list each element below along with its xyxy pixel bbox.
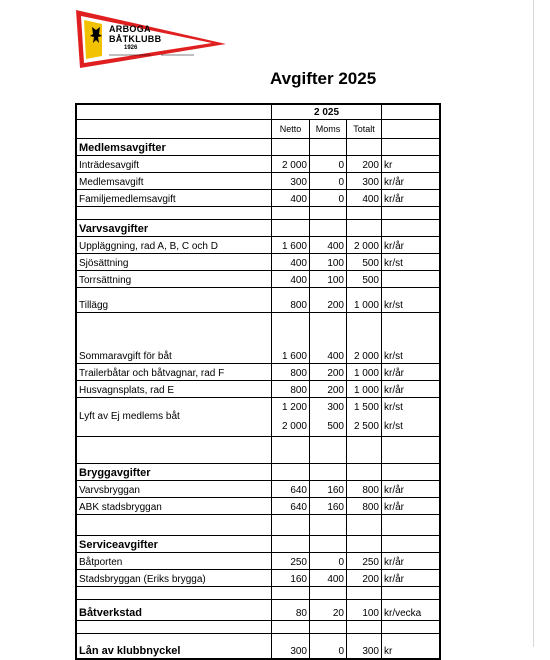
row-totalt: 500: [347, 271, 382, 287]
row-totalt: [347, 464, 382, 480]
row-unit: kr/år: [384, 574, 404, 585]
table-column-header-row: [77, 120, 439, 139]
row-moms: 20: [310, 600, 347, 620]
table-row: [77, 498, 439, 515]
row-moms: 100: [310, 271, 347, 287]
row-unit: kr/år: [384, 385, 404, 396]
row-totalt: 2 000: [347, 237, 382, 253]
row-netto: [272, 398, 310, 436]
row-totalt: 1 000: [347, 364, 382, 380]
page-title: Avgifter 2025: [270, 69, 377, 88]
row-label: Varvsbryggan: [77, 481, 272, 497]
row-unit: [382, 621, 439, 633]
row-label: Sommaravgift för båt: [77, 313, 272, 363]
row-netto: 800: [272, 364, 310, 380]
row-moms: [310, 207, 347, 219]
row-netto: [272, 515, 310, 535]
row-netto: 160: [272, 570, 310, 586]
row-unit: [382, 587, 439, 599]
row-label: [77, 437, 272, 463]
row-netto: 250: [272, 553, 310, 569]
row-unit: [382, 271, 439, 287]
fees-table: [75, 103, 441, 660]
row-moms: 200: [310, 381, 347, 397]
row-label: Båtporten: [77, 553, 272, 569]
row-netto: [272, 437, 310, 463]
spacer-row: [77, 587, 439, 600]
row-netto: 1 600: [272, 313, 310, 363]
row-unit: kr/år: [384, 557, 404, 568]
col-netto: Netto: [272, 120, 310, 138]
spacer-row: [77, 437, 439, 464]
row-moms: 0: [310, 190, 347, 206]
row-label: Tillägg: [77, 288, 272, 312]
row-moms: 0: [310, 156, 347, 172]
table-year-header-row: [77, 105, 439, 120]
table-row: [77, 481, 439, 498]
row-netto: 80: [272, 600, 310, 620]
row-netto: [272, 464, 310, 480]
header-blank: [77, 105, 272, 119]
row-totalt: [347, 398, 382, 436]
section-row: [77, 600, 439, 621]
row-totalt: 800: [347, 498, 382, 514]
section-row: [77, 634, 439, 658]
row-netto-value: 2 000: [281, 421, 307, 432]
table-body: [77, 139, 439, 658]
row-moms: [310, 587, 347, 599]
row-label: Trailerbåtar och båtvagnar, rad F: [77, 364, 272, 380]
page-edge: [533, 0, 534, 647]
row-totalt: 1 000: [347, 288, 382, 312]
club-logo: [76, 10, 226, 68]
row-totalt: 2 000: [347, 313, 382, 363]
row-totalt: 400: [347, 190, 382, 206]
row-totalt: 200: [347, 570, 382, 586]
row-totalt: 200: [347, 156, 382, 172]
row-totalt: [347, 515, 382, 535]
row-label: ABK stadsbryggan: [77, 498, 272, 514]
row-moms: 0: [310, 553, 347, 569]
row-totalt: [347, 587, 382, 599]
table-row: [77, 254, 439, 271]
row-netto: 1 600: [272, 237, 310, 253]
table-row: [77, 553, 439, 570]
row-moms: 0: [310, 634, 347, 658]
row-totalt: 300: [347, 173, 382, 189]
row-unit: kr/st: [384, 300, 403, 311]
row-unit: [382, 398, 439, 436]
logo-line1: ARBOGA: [109, 24, 151, 34]
row-totalt: [347, 139, 382, 155]
row-unit: kr/år: [384, 194, 404, 205]
row-label: Torrsättning: [77, 271, 272, 287]
row-label: [77, 515, 272, 535]
row-totalt: [347, 220, 382, 236]
row-netto: [272, 536, 310, 552]
row-label: Inträdesavgift: [77, 156, 272, 172]
row-unit: [382, 437, 439, 463]
section-title: Båtverkstad: [77, 600, 272, 620]
row-totalt-value: 2 500: [353, 421, 379, 432]
row-netto: 400: [272, 271, 310, 287]
spacer-row: [77, 515, 439, 536]
row-unit: kr/år: [384, 485, 404, 496]
row-moms: 0: [310, 173, 347, 189]
row-label: Stadsbryggan (Eriks brygga): [77, 570, 272, 586]
col-moms: Moms: [310, 120, 347, 138]
row-label: Sjösättning: [77, 254, 272, 270]
section-title: Serviceavgifter: [77, 536, 272, 552]
row-moms: [310, 139, 347, 155]
row-moms: 100: [310, 254, 347, 270]
row-moms-value: 300: [327, 402, 344, 413]
table-row: [77, 313, 439, 364]
row-unit-value: kr/st: [384, 402, 403, 413]
row-totalt: 1 000: [347, 381, 382, 397]
row-totalt: 500: [347, 254, 382, 270]
row-netto: 2 000: [272, 156, 310, 172]
row-netto-value: 1 200: [281, 402, 307, 413]
row-netto: [272, 587, 310, 599]
row-moms: [310, 437, 347, 463]
row-unit: kr/år: [384, 368, 404, 379]
row-unit: kr/år: [384, 502, 404, 513]
logo-year: 1926: [124, 45, 138, 51]
row-label: Husvagnsplats, rad E: [77, 381, 272, 397]
row-totalt: [347, 536, 382, 552]
spacer-row: [77, 207, 439, 220]
row-unit: [382, 464, 439, 480]
row-label: Uppläggning, rad A, B, C och D: [77, 237, 272, 253]
row-moms-value: 500: [327, 421, 344, 432]
row-moms: 400: [310, 313, 347, 363]
row-totalt: 300: [347, 634, 382, 658]
row-unit: kr/år: [384, 241, 404, 252]
row-unit: kr/st: [384, 258, 403, 269]
row-unit: kr: [384, 160, 393, 171]
row-label: [77, 587, 272, 599]
row-unit: [382, 515, 439, 535]
row-netto: 400: [272, 254, 310, 270]
section-title: Varvsavgifter: [77, 220, 272, 236]
table-row: [77, 173, 439, 190]
section-row: [77, 220, 439, 237]
row-netto: 400: [272, 190, 310, 206]
row-totalt-value: 1 500: [353, 402, 379, 413]
section-title: Bryggavgifter: [77, 464, 272, 480]
row-unit: kr: [384, 646, 393, 657]
table-row: [77, 570, 439, 587]
row-moms: 160: [310, 481, 347, 497]
col-totalt: Totalt: [347, 120, 382, 138]
row-moms: [310, 536, 347, 552]
row-moms: 200: [310, 364, 347, 380]
row-moms: [310, 398, 347, 436]
row-netto: 800: [272, 381, 310, 397]
table-row: [77, 190, 439, 207]
row-moms: [310, 515, 347, 535]
row-totalt: 100: [347, 600, 382, 620]
logo-line2: BÅTKLUBB: [109, 34, 162, 44]
section-row: [77, 536, 439, 553]
table-row: [77, 271, 439, 288]
row-moms: 200: [310, 288, 347, 312]
row-unit: kr/år: [384, 177, 404, 188]
section-title: Lån av klubbnyckel: [77, 634, 272, 658]
row-moms: 400: [310, 237, 347, 253]
row-label: Lyft av Ej medlems båt: [77, 398, 272, 436]
row-totalt: [347, 621, 382, 633]
spacer-row: [77, 621, 439, 634]
row-label: [77, 621, 272, 633]
row-moms: [310, 464, 347, 480]
row-unit: [382, 536, 439, 552]
row-label: Medlemsavgift: [77, 173, 272, 189]
row-totalt: 250: [347, 553, 382, 569]
row-netto: 300: [272, 634, 310, 658]
table-row: [77, 398, 439, 437]
table-row: [77, 237, 439, 254]
row-netto: [272, 139, 310, 155]
row-unit-value: kr/st: [384, 421, 403, 432]
col-unit: [382, 120, 439, 138]
row-moms: [310, 621, 347, 633]
table-row: [77, 288, 439, 313]
table-row: [77, 381, 439, 398]
row-netto: [272, 220, 310, 236]
year-header: 2 025: [272, 105, 382, 119]
row-moms: [310, 220, 347, 236]
row-unit: [382, 220, 439, 236]
row-netto: 800: [272, 288, 310, 312]
section-title: Medlemsavgifter: [77, 139, 272, 155]
row-label: [77, 207, 272, 219]
header-label-blank: [77, 120, 272, 138]
row-netto: 300: [272, 173, 310, 189]
table-row: [77, 156, 439, 173]
row-totalt: [347, 207, 382, 219]
row-moms: 160: [310, 498, 347, 514]
row-unit: [382, 207, 439, 219]
row-netto: [272, 207, 310, 219]
row-unit: [382, 139, 439, 155]
row-totalt: [347, 437, 382, 463]
row-totalt: 800: [347, 481, 382, 497]
row-netto: 640: [272, 498, 310, 514]
table-row: [77, 364, 439, 381]
row-unit: kr/st: [384, 351, 403, 362]
section-row: [77, 464, 439, 481]
header-unit-blank: [382, 105, 439, 119]
row-unit: kr/vecka: [384, 608, 422, 619]
row-netto: [272, 621, 310, 633]
section-row: [77, 139, 439, 156]
row-netto: 640: [272, 481, 310, 497]
row-moms: 400: [310, 570, 347, 586]
row-label: Familjemedlemsavgift: [77, 190, 272, 206]
